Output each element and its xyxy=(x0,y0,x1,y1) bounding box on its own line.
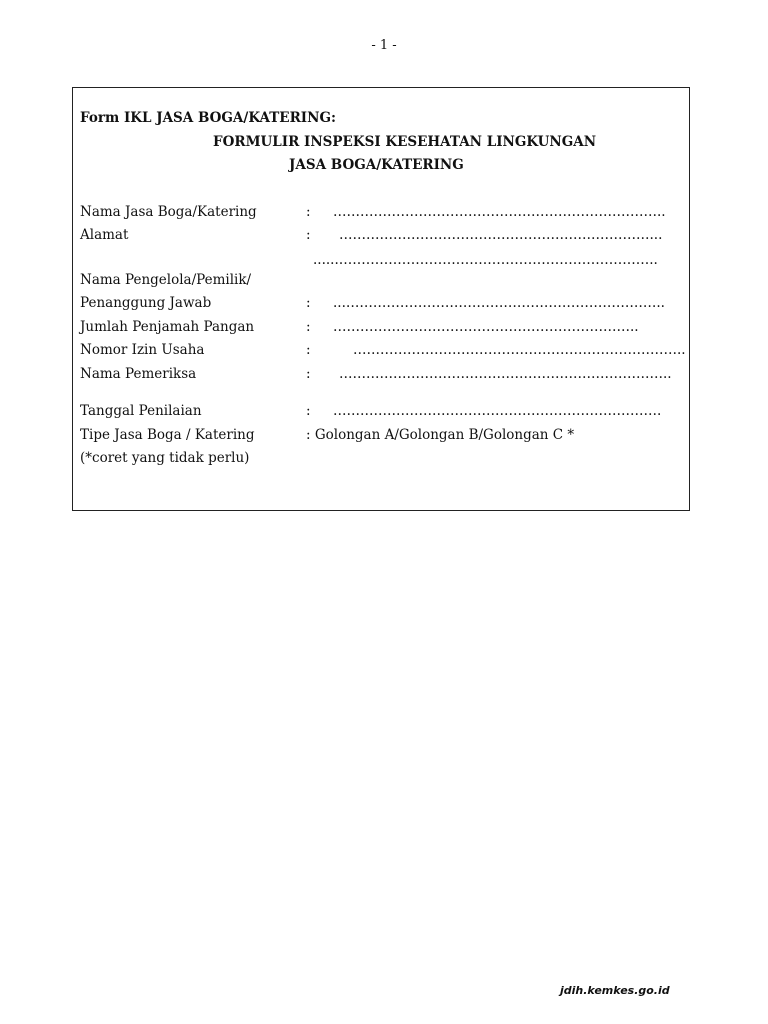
page-number: - 1 - xyxy=(371,38,397,53)
footer-website: jdih.kemkes.go.id xyxy=(560,984,670,997)
pengelola-colon: : xyxy=(306,295,311,311)
alamat-field-line2[interactable]: ......…………………………………………………………….. xyxy=(313,252,658,268)
nomor-izin-field[interactable]: ……………………………………………………………….. xyxy=(353,342,686,358)
nomor-izin-label: Nomor Izin Usaha xyxy=(80,342,205,358)
nama-jasa-boga-label: Nama Jasa Boga/Katering xyxy=(80,204,257,220)
nama-jasa-boga-colon: : xyxy=(306,204,311,220)
nama-pemeriksa-field[interactable]: ……………………………………………………………….. xyxy=(339,366,672,382)
form-title-line2: JASA BOGA/KATERING xyxy=(289,157,464,173)
alamat-field[interactable]: ……………………………………………………………... xyxy=(339,227,663,243)
pengelola-field[interactable]: ...…………………………………………………………….. xyxy=(333,295,665,311)
jumlah-penjamah-colon: : xyxy=(306,319,311,335)
form-title-line1: FORMULIR INSPEKSI KESEHATAN LINGKUNGAN xyxy=(213,134,597,150)
tanggal-penilaian-label: Tanggal Penilaian xyxy=(80,403,202,419)
tanggal-penilaian-field[interactable]: ………………………………………………………………. xyxy=(333,403,662,419)
pengelola-label-line1: Nama Pengelola/Pemilik/ xyxy=(80,272,252,288)
nomor-izin-colon: : xyxy=(306,342,311,358)
alamat-label: Alamat xyxy=(80,227,129,243)
jumlah-penjamah-label: Jumlah Penjamah Pangan xyxy=(80,319,255,335)
nama-pemeriksa-label: Nama Pemeriksa xyxy=(80,366,197,382)
tipe-jasa-boga-options[interactable]: : Golongan A/Golongan B/Golongan C * xyxy=(306,427,575,443)
tanggal-penilaian-colon: : xyxy=(306,403,311,419)
jumlah-penjamah-field[interactable]: ………………………………………………………….. xyxy=(333,319,639,335)
nama-pemeriksa-colon: : xyxy=(306,366,311,382)
form-code-title: Form IKL JASA BOGA/KATERING: xyxy=(80,110,336,126)
footnote-coret: (*coret yang tidak perlu) xyxy=(80,450,250,466)
pengelola-label-line2: Penanggung Jawab xyxy=(80,295,212,311)
nama-jasa-boga-field[interactable]: ……………………………………………………………….. xyxy=(333,204,666,220)
tipe-jasa-boga-label: Tipe Jasa Boga / Katering xyxy=(80,427,255,443)
alamat-colon: : xyxy=(306,227,311,243)
